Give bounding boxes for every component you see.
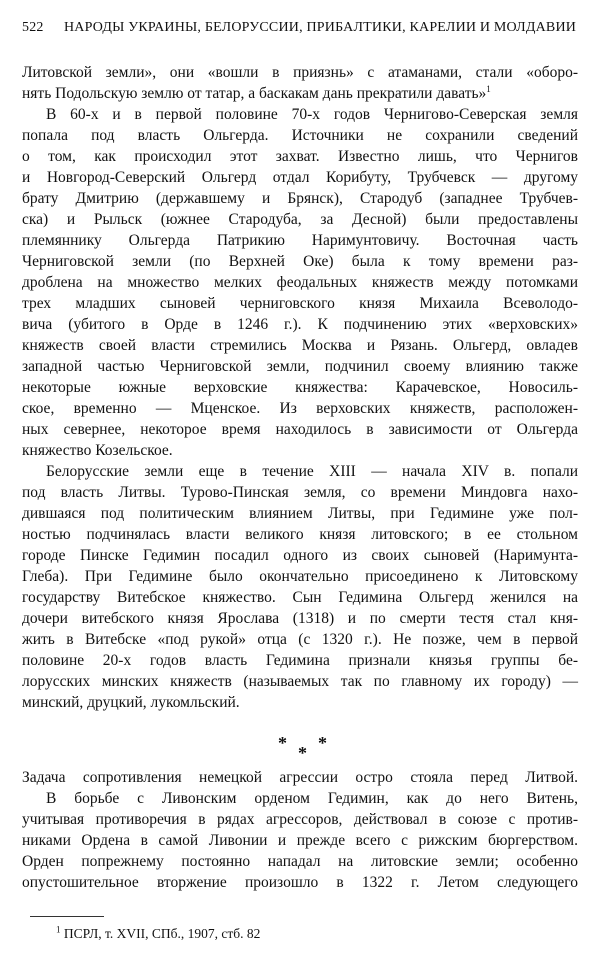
- running-title: НАРОДЫ УКРАИНЫ, БЕЛОРУССИИ, ПРИБАЛТИКИ, КАРЕЛИИ И МОЛДАВИИ: [64, 20, 577, 35]
- footnote: [56, 926, 260, 942]
- text-line: дившаяся под политическим влиянием Литвы, при Гедимине уже пол-: [22, 505, 578, 522]
- text-line: половине 20-х годов власть Гедимина признали князья группы бе-: [22, 652, 578, 669]
- text-line: брату Дмитрию (державшему и Брянск), Стародуб (западнее Трубчев-: [22, 190, 578, 207]
- text-line: ска) и Рыльск (южнее Стародуба, за Десной) были предоставлены: [22, 211, 578, 228]
- text-line: В 60-х и в первой половине 70-х годов Чернигово-Северская земля: [46, 106, 578, 123]
- text-line: ское, временно — Мценское. Из верховских княжеств, расположен-: [22, 400, 578, 417]
- paragraph-5: [22, 788, 578, 893]
- main-text: [22, 62, 578, 893]
- text-line: некоторые южные верховские княжества: Карачевское, Новосиль-: [22, 379, 578, 396]
- text-line: Орден попрежнему постоянно нападал на литовские земли; особенно: [22, 853, 578, 870]
- text-line: ных севернее, некоторое время находилось в зависимости от Ольгерда: [22, 421, 578, 438]
- separator-star: *: [298, 743, 307, 763]
- text-line: под власть Литвы. Турово-Пинская земля, со времени Миндовга нахо-: [22, 484, 578, 501]
- text-line: Белорусские земли еще в течение XIII — начала XIV в. попали: [46, 463, 578, 480]
- paragraph-1: [22, 62, 578, 104]
- page-header: [22, 12, 582, 42]
- text-line: племяннику Ольгерда Патрикию Наримунтовичу. Восточная часть: [22, 232, 578, 249]
- text-line: и Новгород-Северский Ольгерд отдал Корибуту, Трубчевск — другому: [22, 169, 578, 186]
- text-line: дроблена на множество мелких феодальных княжеств между потомками: [22, 274, 578, 291]
- footnote-text: ПСРЛ, т. XVII, СПб., 1907, стб. 82: [63, 926, 261, 941]
- section-separator: [22, 733, 578, 767]
- text-line: В борьбе с Ливонским орденом Гедимин, как до него Витень,: [46, 790, 578, 807]
- paragraph-2: [22, 104, 578, 461]
- text-line: Задача сопротивления немецкой агрессии остро стояла перед Литвой.: [22, 769, 578, 786]
- text-line: жить в Витебске «под рукой» отца (с 1320 г.). Не позже, чем в первой: [22, 631, 578, 648]
- text-line: учитывая противоречия в рядах агрессоров, действовал в союзе с против-: [22, 811, 578, 828]
- text-line: лорусских минских княжеств (называемых так по главному их городу) —: [22, 673, 578, 690]
- text-line: Глеба). При Гедимине было окончательно присоединено к Литовскому: [22, 568, 578, 585]
- text-line: вича (убитого в Орде в 1246 г.). К подчинению этих «верховских»: [22, 316, 578, 333]
- text-line: ностью подчинялась власти великого князя литовского; в ее стольном: [22, 526, 578, 543]
- footnote-marker: 1: [56, 924, 61, 935]
- text-line: княжество Козельское.: [22, 442, 173, 459]
- text-line: опустошительное вторжение произошло в 1322 г. Летом следующего: [22, 874, 578, 891]
- text-line: княжеств своей власти стремились Москва и Рязань. Ольгерд, овладев: [22, 337, 578, 354]
- text-line: о том, как происходил этот захват. Известно лишь, что Чернигов: [22, 148, 578, 165]
- text-line-content: нять Подольскую землю от татар, а баскакам дань прекратили давать»: [22, 85, 487, 102]
- separator-star: *: [318, 733, 327, 753]
- separator-star: *: [278, 733, 287, 753]
- text-line: государству Витебское княжество. Сын Гедимина Ольгерд женился на: [22, 589, 578, 606]
- paragraph-3: [22, 461, 578, 713]
- text-line: Литовской земли», они «вошли в приязнь» с атаманами, стали «оборо-: [22, 64, 578, 81]
- footnote-divider: [30, 916, 104, 917]
- text-line: дочери витебского князя Ярослава (1318) и по смерти тестя стал кня-: [22, 610, 578, 627]
- text-line: городе Пинске Гедимин посадил одного из своих сыновей (Наримунта-: [22, 547, 578, 564]
- text-line: Черниговской земли (по Верхней Оке) была к тому времени раз-: [22, 253, 578, 270]
- text-line: никами Ордена в самой Ливонии и прежде всего с рижским бюргерством.: [22, 832, 578, 849]
- spacer: [22, 713, 578, 733]
- text-line: трех младших сыновей черниговского князя Михаила Всеволодо-: [22, 295, 578, 312]
- page-number: 522: [22, 20, 44, 35]
- text-line: минский, друцкий, лукомльский.: [22, 694, 240, 711]
- footnote-reference: 1: [486, 83, 491, 94]
- text-line: [22, 83, 578, 104]
- paragraph-4: [22, 767, 578, 788]
- text-line: попала под власть Ольгерда. Источники не сохранили сведений: [22, 127, 578, 144]
- text-line: западной частью Черниговской земли, подчинил своему влиянию также: [22, 358, 578, 375]
